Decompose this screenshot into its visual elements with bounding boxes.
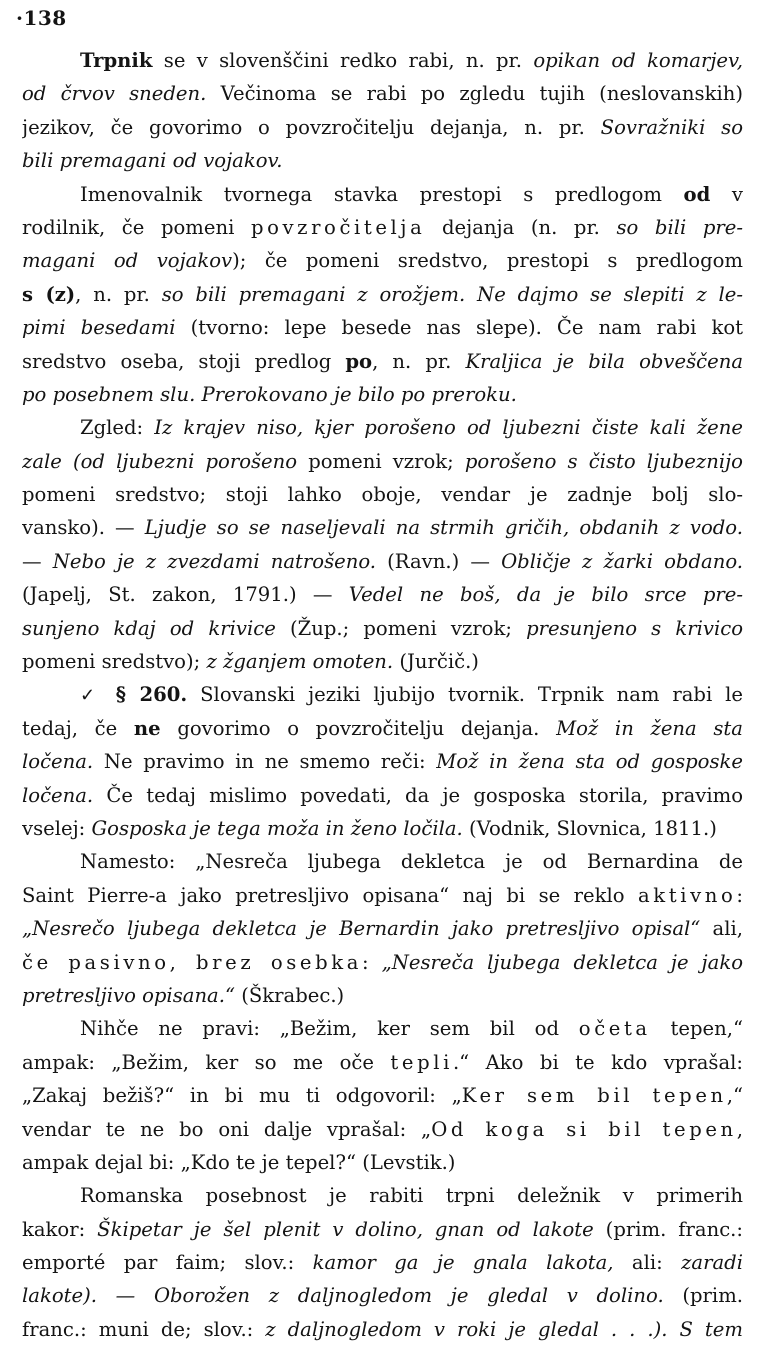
text-segment: pomeni sredstvo); [22, 650, 207, 674]
italic-text: Mož in žena sta od gosposke [436, 750, 743, 774]
italic-text: sunjeno kdaj od krivice [22, 616, 276, 640]
italic-text: bili premagani od vojakov. [22, 149, 283, 173]
text-segment: — [22, 549, 53, 573]
check-mark-icon: ✓ [80, 685, 102, 707]
italic-text: so bili premagani z orožjem. Ne dajmo se slepiti z le- [161, 282, 743, 306]
text-line [22, 812, 743, 845]
italic-text: Obličje z žarki obdano. [501, 549, 743, 573]
text-line [22, 278, 743, 311]
text-segment: , n. pr. [75, 282, 162, 306]
text-line [22, 77, 743, 110]
text-segment: Nihče ne pravi: „Bežim, ker sem bil od [80, 1017, 579, 1041]
text-line [22, 478, 743, 511]
spaced-text: če pasivno, brez osebka [22, 950, 362, 974]
text-segment: , n. pr. [372, 349, 466, 373]
text-segment: Če tedaj mislimo povedati, da je gosposka storila, pravimo [93, 783, 743, 807]
text-line [22, 1012, 743, 1045]
italic-text: od črvov sneden. [22, 82, 207, 106]
italic-text: opikan od komarjev, [533, 49, 743, 72]
text-segment: .“ Ako bi te kdo vprašal: [452, 1050, 743, 1074]
italic-text: ločena. [22, 783, 94, 807]
text-line [22, 1146, 743, 1179]
text-segment: (Ravn.) — [376, 549, 502, 573]
spaced-text: tepli [390, 1050, 453, 1074]
page-number: ·138 [16, 6, 67, 30]
text-segment: Večinoma se rabi po zgledu tujih (neslovanskih) [206, 82, 743, 106]
italic-text: „Nesrečo ljubega dekletca je Bernardin jako pretresljivo opisal“ [22, 917, 701, 941]
italic-text: zaradi [681, 1251, 743, 1275]
text-segment: pomeni vzrok; [297, 449, 465, 473]
text-segment: rodilnik, če pomeni [22, 215, 251, 239]
text-line [22, 912, 743, 945]
italic-text: po posebnem slu. Prerokovano je bilo po preroku. [22, 382, 517, 406]
text-segment: tepen,“ [650, 1017, 743, 1041]
italic-text: porošeno s čisto ljubeznijo [464, 449, 743, 473]
text-segment: (prim. franc.: [593, 1217, 743, 1241]
italic-text: Nebo je z zvezdami natrošeno. [52, 549, 377, 573]
italic-text: pretresljivo opisana.“ [22, 983, 235, 1007]
italic-text: so bili pre- [616, 215, 743, 239]
text-line [22, 445, 743, 478]
text-line [22, 745, 743, 778]
italic-text: „Nesreča ljubega dekletca je jako [381, 950, 743, 974]
text-segment: sredstvo oseba, stoji predlog [22, 349, 346, 373]
text-segment: , [736, 1117, 743, 1141]
text-line [22, 244, 743, 277]
bold-text: s (z) [22, 282, 76, 306]
spaced-text: Ker sem bil tepen [461, 1084, 727, 1108]
text-line [22, 411, 743, 444]
text-line [22, 879, 743, 912]
bold-text: od [683, 182, 711, 206]
text-segment: (Jurčič.) [393, 650, 479, 674]
text-segment: Namesto: „Nesreča ljubega dekletca je od Bernardina de [80, 850, 743, 874]
italic-text: z žganjem omoten. [206, 650, 394, 674]
text-segment: emporté par faim; slov.: [22, 1251, 313, 1275]
italic-text: pimi besedami [22, 316, 176, 340]
italic-text: Škipetar je šel plenit v dolino, gnan od lakote [97, 1217, 594, 1241]
bold-text: Trpnik [80, 49, 153, 72]
italic-text: Mož in žena sta [556, 716, 743, 740]
spaced-text: Od koga si bil tepen [431, 1117, 737, 1141]
text-segment: ali: [613, 1251, 682, 1275]
text-segment: (Škrabec.) [235, 983, 345, 1007]
text-segment: „Zakaj bežiš?“ in bi mu ti odgovoril: „ [22, 1084, 462, 1108]
italic-text: kamor ga je gnala lakota, [312, 1251, 614, 1275]
text-segment: (Japelj, St. zakon, 1791.) — [22, 583, 349, 607]
italic-text: zale (od ljubezni porošeno [22, 449, 298, 473]
text-segment: ampak dejal bi: „Kdo te je tepel?“ (Levstik.) [22, 1150, 456, 1174]
text-line [22, 1079, 743, 1112]
text-segment: vendar te ne bo oni dalje vprašal: „ [22, 1117, 432, 1141]
text-segment: : [362, 950, 382, 974]
text-segment: vansko). — [22, 516, 145, 540]
text-segment: Romanska posebnost je rabiti trpni deležnik v primerih [80, 1184, 743, 1208]
spaced-text: očeta [578, 1017, 651, 1041]
text-segment: Slovanski jeziki ljubijo tvornik. Trpnik nam rabi le [187, 683, 743, 707]
text-line [22, 1179, 743, 1212]
text-line [22, 946, 743, 979]
bold-text: po [345, 349, 373, 373]
text-segment: (tvorno: lepe besede nas slepe). Če nam rabi kot [175, 316, 743, 340]
text-segment: (prim. [663, 1284, 743, 1308]
text-segment: vselej: [22, 816, 92, 840]
text-line [22, 211, 743, 244]
text-line [22, 645, 743, 678]
text-line [22, 678, 743, 711]
text-segment: Saint Pierre-a jako pretresljivo opisana“ naj bi se reklo [22, 883, 638, 907]
text-line [22, 1279, 743, 1312]
text-segment: Zgled: [80, 416, 155, 440]
italic-text: Ljudje so se naseljevali na strmih gričih, obdanih z vodo. [144, 516, 743, 540]
text-line [22, 111, 743, 144]
italic-text: lakote). — Oborožen z daljnogledom je gledal v dolino. [22, 1284, 664, 1308]
text-segment: jezikov, če govorimo o povzročitelju dejanja, n. pr. [22, 115, 601, 139]
italic-text: ločena. [22, 750, 94, 774]
text-line [22, 1113, 743, 1146]
text-segment: (Žup.; pomeni vzrok; [275, 616, 527, 640]
text-line [22, 144, 743, 177]
text-line [22, 545, 743, 578]
bold-text: ne [133, 716, 161, 740]
bold-text: § 260. [115, 683, 188, 707]
italic-text: z daljnogledom v roki je gledal . . .). S tem [265, 1317, 743, 1341]
body-text [22, 44, 743, 1346]
text-line [22, 1246, 743, 1279]
italic-text: magani od vojakov [22, 249, 233, 273]
text-segment: franc.: muni de; slov.: [22, 1317, 266, 1341]
text-line [22, 311, 743, 344]
text-line [22, 578, 743, 611]
text-line [22, 845, 743, 878]
text-line [22, 1313, 743, 1346]
text-line [22, 979, 743, 1012]
italic-text: Sovražniki so [600, 115, 743, 139]
text-line [22, 378, 743, 411]
text-segment: v [710, 182, 743, 206]
text-segment: dejanja (n. pr. [425, 215, 617, 239]
text-line [22, 44, 743, 77]
text-segment: se v slovenščini redko rabi, n. pr. [152, 49, 534, 72]
text-line [22, 1213, 743, 1246]
text-segment: : [736, 883, 743, 907]
text-segment: Imenovalnik tvornega stavka prestopi s predlogom [80, 182, 684, 206]
italic-text: presunjeno s krivico [526, 616, 743, 640]
text-segment: govorimo o povzročitelju dejanja. [160, 716, 557, 740]
text-segment: ,“ [726, 1084, 743, 1108]
italic-text: Iz krajev niso, kjer porošeno od ljubezni čiste kali žene [154, 416, 743, 440]
text-segment: Ne pravimo in ne smemo reči: [93, 750, 437, 774]
text-line [22, 345, 743, 378]
text-segment: ampak: „Bežim, ker so me oče [22, 1050, 391, 1074]
text-segment: tedaj, če [22, 716, 134, 740]
text-segment: kakor: [22, 1217, 98, 1241]
text-line [22, 511, 743, 544]
text-line [22, 612, 743, 645]
text-segment: pomeni sredstvo; stoji lahko oboje, vendar je zadnje bolj slo- [22, 483, 743, 507]
italic-text: Kraljica je bila obveščena [465, 349, 743, 373]
text-line [22, 178, 743, 211]
text-segment: (Vodnik, Slovnica, 1811.) [462, 816, 717, 840]
italic-text: Vedel ne boš, da je bilo srce pre- [348, 583, 743, 607]
italic-text: Gosposka je tega moža in ženo ločila. [91, 816, 463, 840]
spaced-text: povzročitelja [250, 215, 426, 239]
text-segment: ); če pomeni sredstvo, prestopi s predlogom [232, 249, 743, 273]
text-line [22, 779, 743, 812]
text-line [22, 712, 743, 745]
spaced-text: aktivno [638, 883, 737, 907]
text-segment: ali, [700, 917, 743, 941]
text-line [22, 1046, 743, 1079]
